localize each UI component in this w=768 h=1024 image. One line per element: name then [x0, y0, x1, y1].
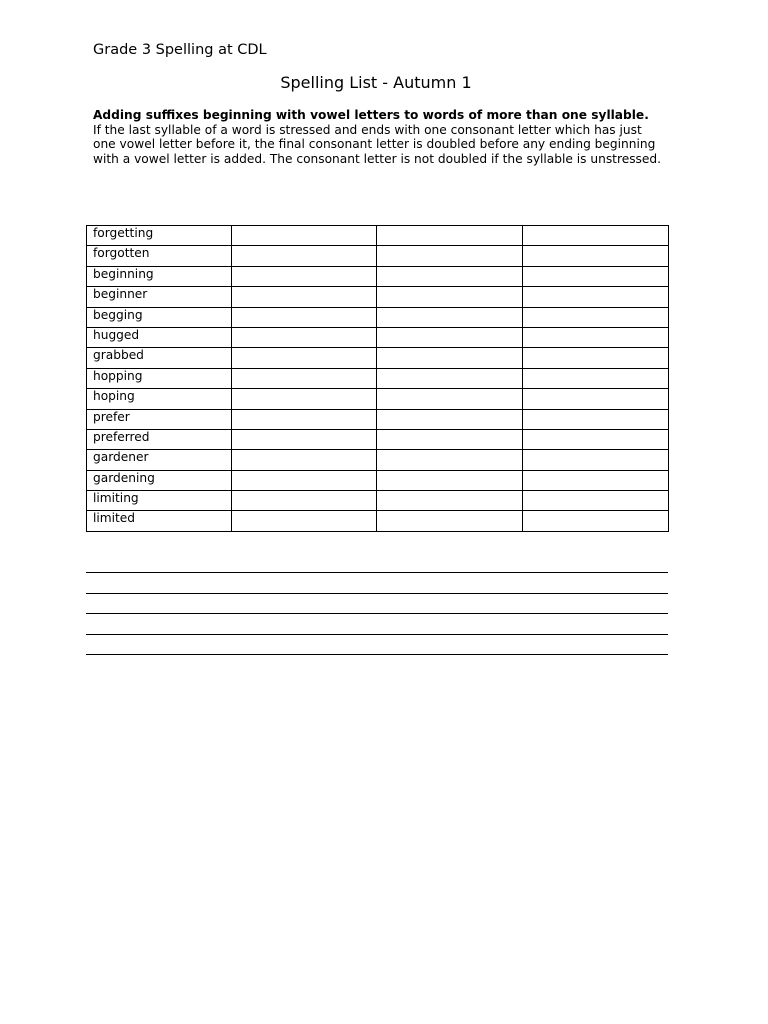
spelling-word-cell: begging [87, 307, 232, 327]
table-row [87, 348, 669, 368]
practice-cell[interactable] [523, 287, 669, 307]
spelling-word-cell: forgetting [87, 226, 232, 246]
practice-cell[interactable] [377, 511, 523, 531]
practice-cell[interactable] [377, 246, 523, 266]
writing-line[interactable] [86, 634, 668, 635]
table-row [87, 226, 669, 246]
table-row [87, 511, 669, 531]
practice-cell[interactable] [523, 226, 669, 246]
table-row [87, 470, 669, 490]
spelling-word-cell: limited [87, 511, 232, 531]
practice-cell[interactable] [232, 307, 377, 327]
practice-cell[interactable] [232, 226, 377, 246]
practice-cell[interactable] [523, 327, 669, 347]
writing-line[interactable] [86, 613, 668, 614]
writing-lines [86, 572, 668, 675]
practice-cell[interactable] [523, 246, 669, 266]
table-row [87, 327, 669, 347]
writing-line[interactable] [86, 654, 668, 655]
practice-cell[interactable] [377, 327, 523, 347]
practice-cell[interactable] [523, 409, 669, 429]
practice-cell[interactable] [377, 429, 523, 449]
spelling-word-cell: hopping [87, 368, 232, 388]
table-row [87, 429, 669, 449]
practice-cell[interactable] [232, 491, 377, 511]
practice-cell[interactable] [377, 491, 523, 511]
practice-cell[interactable] [232, 450, 377, 470]
spelling-word-cell: limiting [87, 491, 232, 511]
practice-cell[interactable] [523, 450, 669, 470]
practice-cell[interactable] [232, 266, 377, 286]
table-row [87, 389, 669, 409]
practice-cell[interactable] [232, 348, 377, 368]
practice-cell[interactable] [523, 470, 669, 490]
practice-cell[interactable] [523, 307, 669, 327]
spelling-table [86, 225, 669, 532]
spelling-word-cell: grabbed [87, 348, 232, 368]
practice-cell[interactable] [523, 389, 669, 409]
spelling-table-body [87, 226, 669, 532]
course-header: Grade 3 Spelling at CDL [93, 42, 267, 58]
practice-cell[interactable] [232, 368, 377, 388]
table-row [87, 307, 669, 327]
spelling-word-cell: prefer [87, 409, 232, 429]
spelling-word-cell: beginning [87, 266, 232, 286]
practice-cell[interactable] [232, 429, 377, 449]
writing-line[interactable] [86, 593, 668, 594]
spelling-word-cell: preferred [87, 429, 232, 449]
practice-cell[interactable] [232, 470, 377, 490]
spelling-rule [93, 108, 663, 166]
table-row [87, 287, 669, 307]
practice-cell[interactable] [377, 287, 523, 307]
practice-cell[interactable] [377, 307, 523, 327]
practice-cell[interactable] [377, 389, 523, 409]
table-row [87, 409, 669, 429]
practice-cell[interactable] [377, 409, 523, 429]
table-row [87, 450, 669, 470]
practice-cell[interactable] [232, 389, 377, 409]
spelling-word-cell: gardening [87, 470, 232, 490]
practice-cell[interactable] [232, 246, 377, 266]
table-row [87, 368, 669, 388]
practice-cell[interactable] [523, 368, 669, 388]
spelling-word-cell: hugged [87, 327, 232, 347]
practice-cell[interactable] [377, 368, 523, 388]
practice-cell[interactable] [377, 266, 523, 286]
practice-cell[interactable] [523, 429, 669, 449]
page-title: Spelling List - Autumn 1 [280, 73, 472, 92]
practice-cell[interactable] [232, 287, 377, 307]
writing-line[interactable] [86, 572, 668, 573]
practice-cell[interactable] [377, 226, 523, 246]
practice-cell[interactable] [232, 409, 377, 429]
table-row [87, 491, 669, 511]
practice-cell[interactable] [377, 470, 523, 490]
practice-cell[interactable] [377, 348, 523, 368]
practice-cell[interactable] [523, 266, 669, 286]
rule-text: If the last syllable of a word is stressed and ends with one consonant letter which has just one vowel letter before it, the final consonant letter is doubled before any ending beginning with a vowel letter is added. The consonant letter is not doubled if the syllable is unstressed. [93, 122, 661, 166]
practice-cell[interactable] [232, 327, 377, 347]
spelling-word-cell: beginner [87, 287, 232, 307]
practice-cell[interactable] [377, 450, 523, 470]
practice-cell[interactable] [232, 511, 377, 531]
rule-heading: Adding suffixes beginning with vowel letters to words of more than one syllable. [93, 108, 649, 122]
practice-cell[interactable] [523, 511, 669, 531]
practice-cell[interactable] [523, 348, 669, 368]
spelling-word-cell: hoping [87, 389, 232, 409]
table-row [87, 246, 669, 266]
spelling-word-cell: forgotten [87, 246, 232, 266]
table-row [87, 266, 669, 286]
spelling-word-cell: gardener [87, 450, 232, 470]
practice-cell[interactable] [523, 491, 669, 511]
